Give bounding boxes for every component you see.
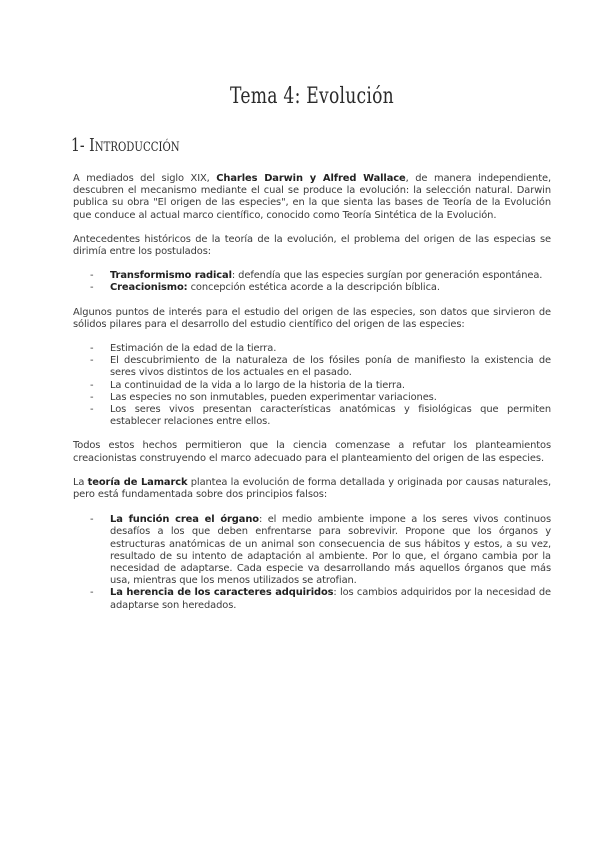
list-postulados <box>73 270 551 294</box>
section-heading <box>71 135 445 161</box>
document-body <box>73 173 551 612</box>
page-title: Tema 4: Evolución <box>230 84 394 109</box>
list-item: - Las especies no son inmutables, pueden experimentar variaciones. <box>73 392 551 404</box>
section-heading-text: Introducción <box>89 135 180 156</box>
list-principios <box>73 514 551 612</box>
paragraph-puntos: Algunos puntos de interés para el estudio del origen de las especies, son datos que sirvieron de sólidos pilares para el desarrollo del estudio científico del origen de las especies: <box>73 306 551 330</box>
list-item-text: concepción estética acorde a la descripción bíblica. <box>187 282 440 294</box>
list-puntos <box>73 343 551 428</box>
list-item <box>73 282 551 294</box>
term-bold: Creacionismo: <box>110 282 188 294</box>
list-item-text: : defendía que las especies surgían por generación espontánea. <box>231 270 543 282</box>
paragraph-antecedentes: Antecedentes históricos de la teoría de la evolución, el problema del origen de las especias se dirimía entre los postulados: <box>73 233 551 258</box>
list-item: - Los seres vivos presentan características anatómicas y fisiológicas que permiten establecer relaciones entre ellos. <box>73 404 551 428</box>
term-bold: teoría de Lamarck <box>87 476 188 488</box>
paragraph-hechos: Todos estos hechos permitieron que la ciencia comenzase a refutar los planteamientos creacionistas construyendo el marco adecuado para el planteamiento del origen de las especies. <box>73 440 551 464</box>
list-item <box>73 587 551 611</box>
paragraph-text: plantea la evolución de forma detallada y originada por causas naturales, pero está fundamentada sobre dos principios falsos: <box>73 476 551 501</box>
paragraph-text: La <box>73 476 88 488</box>
term-bold: La función crea el órgano <box>110 514 259 526</box>
section-number: 1- <box>71 135 85 156</box>
list-item <box>73 514 551 587</box>
list-item-text: : el medio ambiente impone a los seres vivos continuos desafíos a los que deben enfrentarse para sobrevivir. Propone que los órganos y estructuras anatómicas de un animal son consecuencia de sus hábitos y estos, a su vez, resultado de su intento de adaptación al ambiente. Por lo que, el órgano cambia por la necesidad de adaptarse. Cada especie va desarrollando más aquellos órganos que más usa, mientras que los menos utilizados se atrofian. <box>110 514 551 587</box>
term-bold: Transformismo radical <box>110 270 232 282</box>
list-item <box>73 270 551 282</box>
paragraph-text: A mediados del siglo XIX, <box>73 173 217 184</box>
list-item: - Estimación de la edad de la tierra. <box>73 343 551 355</box>
paragraph-darwin <box>73 173 551 222</box>
list-item-text: : los cambios adquiridos por la necesidad de adaptarse son heredados. <box>110 587 551 611</box>
paragraph-lamarck <box>73 477 551 501</box>
list-item: - El descubrimiento de la naturaleza de los fósiles ponía de manifiesto la existencia de seres vivos distintos de los actuales en el pasado. <box>73 355 551 379</box>
names-bold: Charles Darwin y Alfred Wallace <box>216 173 406 184</box>
paragraph-text: , de manera independiente, descubren el mecanismo mediante el cual se produce la evolución: la selección natural. Darwin publica su obra "El origen de las especies", en la que sienta las bases de Teoría de la Evolución que conduce al actual marco científico, conocido como Teoría Sintética de la Evolución. <box>73 173 551 221</box>
list-item: - La continuidad de la vida a lo largo de la historia de la tierra. <box>73 380 551 392</box>
term-bold: La herencia de los caracteres adquiridos <box>110 587 334 599</box>
